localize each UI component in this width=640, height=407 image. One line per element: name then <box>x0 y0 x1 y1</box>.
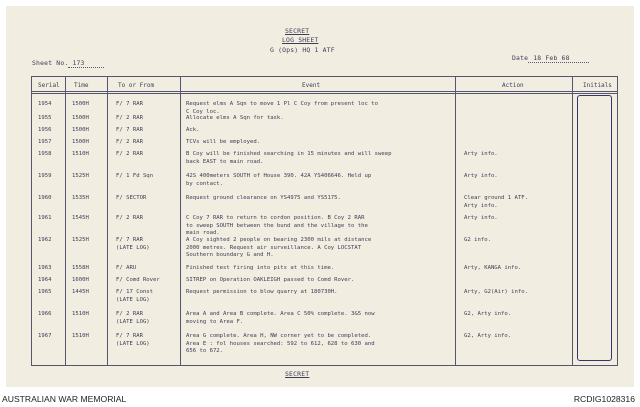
header-serial: Serial <box>38 82 60 89</box>
row-event: Ack. <box>186 127 200 133</box>
row-action: G2, Arty info. <box>464 333 512 339</box>
sheet-number-field <box>32 59 104 68</box>
row-event: 42S 400meters SOUTH of House 390. 42A YS406646. Held up by contact. <box>186 173 372 187</box>
row-action: Clear ground 1 ATF. Arty info. <box>464 195 528 209</box>
row-time: 1545H <box>72 215 89 221</box>
row-time: 1600H <box>72 277 89 283</box>
sheet-number-label: Sheet No. <box>32 59 69 67</box>
row-event: Request permission to blow quarry at 180730H. <box>186 289 338 295</box>
row-to-from: F/ SECTOR <box>116 195 147 201</box>
row-time: 1500H <box>72 139 89 145</box>
date-label: Date <box>512 54 529 62</box>
sheet-number-value: 173 <box>68 59 104 68</box>
row-time: 1525H <box>72 237 89 243</box>
row-serial: 1958 <box>38 151 52 157</box>
row-action: G2, Arty info. <box>464 311 512 317</box>
classification-bottom: SECRET <box>285 370 310 378</box>
row-event: A Coy sighted 2 people on bearing 2300 mils at distance 2000 metres. Request air surveillance. A Coy LOCSTAT Southern boundary G and H. <box>186 237 372 259</box>
row-to-from: F/ 7 RAR (LATE LOG) <box>116 333 150 347</box>
row-time: 1500H <box>72 127 89 133</box>
initials-bracket <box>577 95 612 361</box>
column-divider <box>572 77 573 365</box>
row-time: 1510H <box>72 333 89 339</box>
classification-top: SECRET <box>285 27 310 35</box>
row-to-from: F/ 2 RAR <box>116 151 143 157</box>
row-event: Area G complete. Area H, NW corner yet to be completed. Area E : fol houses searched: 592 to 612, 628 to 630 and 656 to 672. <box>186 333 375 355</box>
row-serial: 1961 <box>38 215 52 221</box>
row-time: 1500H <box>72 115 89 121</box>
row-to-from: F/ ARU <box>116 265 137 271</box>
row-serial: 1960 <box>38 195 52 201</box>
header-time: Time <box>74 82 89 89</box>
row-event: Area A and Area B complete. Area C 50% complete. 3&5 now moving to Area F. <box>186 311 375 325</box>
row-time: 1445H <box>72 289 89 295</box>
row-serial: 1959 <box>38 173 52 179</box>
header-event: Event <box>302 82 321 89</box>
header-divider <box>32 93 617 94</box>
row-event: Allocate elms A Sqn for task. <box>186 115 284 121</box>
column-divider <box>180 77 181 365</box>
footer-record-id: RCDIG1028316 <box>573 394 635 404</box>
row-action: Arty info. <box>464 173 498 179</box>
row-serial: 1967 <box>38 333 52 339</box>
log-sheet-title: LOG SHEET <box>282 36 319 44</box>
row-time: 1510H <box>72 151 89 157</box>
row-event: B Coy will be finished searching in 15 minutes and will sweep back EAST to main road. <box>186 151 392 165</box>
row-time: 1558H <box>72 265 89 271</box>
row-to-from: F/ Comd Rover <box>116 277 160 283</box>
row-to-from: F/ 7 RAR <box>116 127 143 133</box>
row-serial: 1962 <box>38 237 52 243</box>
row-serial: 1956 <box>38 127 52 133</box>
row-time: 1525H <box>72 173 89 179</box>
row-action: Arty, G2(Air) info. <box>464 289 528 295</box>
row-serial: 1966 <box>38 311 52 317</box>
row-to-from: F/ 1 Fd Sqn <box>116 173 154 179</box>
row-action: G2 info. <box>464 237 491 243</box>
row-event: Request elms A Sqn to move 1 Pl C Coy from present loc to C Coy loc. <box>186 101 378 115</box>
footer-archive-name: AUSTRALIAN WAR MEMORIAL <box>2 394 127 404</box>
row-event: C Coy 7 RAR to return to cordon position. B Coy 2 RAR to sweep SOUTH between the bund and the village to the main road. <box>186 215 368 237</box>
row-serial: 1957 <box>38 139 52 145</box>
row-to-from: F/ 17 Const (LATE LOG) <box>116 289 154 303</box>
row-to-from: F/ 2 RAR <box>116 215 143 221</box>
row-action: Arty info. <box>464 215 498 221</box>
row-to-from: F/ 7 RAR (LATE LOG) <box>116 237 150 251</box>
row-to-from: F/ 7 RAR <box>116 101 143 107</box>
column-divider <box>455 77 456 365</box>
header-initials: Initials <box>583 82 612 89</box>
row-event: Request ground clearance on YS4975 and YS5175. <box>186 195 341 201</box>
header-to-from: To or From <box>118 82 155 89</box>
row-time: 1535H <box>72 195 89 201</box>
row-action: Arty info. <box>464 151 498 157</box>
row-serial: 1963 <box>38 265 52 271</box>
row-time: 1510H <box>72 311 89 317</box>
column-divider <box>107 77 108 365</box>
row-action: Arty, KANGA info. <box>464 265 522 271</box>
row-serial: 1965 <box>38 289 52 295</box>
row-to-from: F/ 2 RAR <box>116 139 143 145</box>
row-event: SITREP on Operation OAKLEIGH passed to Comd Rover. <box>186 277 355 283</box>
row-event: Finished test firing into pits at this time. <box>186 265 335 271</box>
row-time: 1500H <box>72 101 89 107</box>
log-table <box>31 76 618 366</box>
row-serial: 1954 <box>38 101 52 107</box>
column-divider <box>65 77 66 365</box>
date-field <box>512 54 589 63</box>
header-divider <box>32 91 617 92</box>
row-to-from: F/ 2 RAR <box>116 115 143 121</box>
header-action: Action <box>502 82 524 89</box>
unit-heading: G (Ops) HQ 1 ATF <box>270 46 335 54</box>
row-event: TCVs will be employed. <box>186 139 261 145</box>
document-page <box>6 6 634 387</box>
row-to-from: F/ 2 RAR (LATE LOG) <box>116 311 150 325</box>
row-serial: 1964 <box>38 277 52 283</box>
date-value: 18 Feb 68 <box>528 54 589 63</box>
row-serial: 1955 <box>38 115 52 121</box>
